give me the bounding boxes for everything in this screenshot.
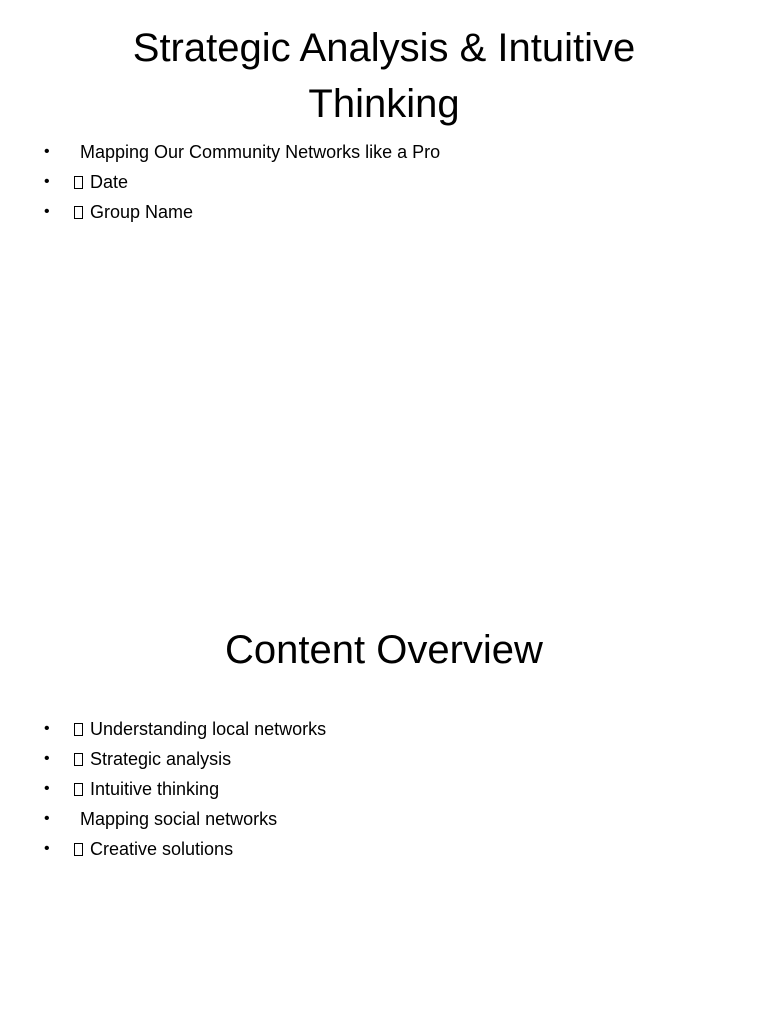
missing-glyph-icon (74, 176, 83, 189)
bullet-point: • (44, 173, 50, 190)
bullet-point: • (44, 143, 50, 160)
list-item-text: Mapping Our Community Networks like a Pro (80, 142, 441, 162)
slide-title: Strategic Analysis & Intuitive Thinking (132, 26, 636, 126)
bullet-point: • (44, 780, 50, 797)
list-item-text: Intuitive thinking (90, 779, 220, 799)
list-item-text: Understanding local networks (90, 719, 327, 739)
slide-content-overview (0, 512, 768, 1024)
missing-glyph-icon (74, 753, 83, 766)
list-item-text: Mapping social networks (80, 809, 278, 829)
list-item-text: Group Name (90, 202, 194, 222)
list-item-text: Date (90, 172, 129, 192)
bullet-point: • (44, 840, 50, 857)
missing-glyph-icon (74, 843, 83, 856)
list-item-text: Creative solutions (90, 839, 234, 859)
bullet-point: • (44, 750, 50, 767)
bullet-point: • (44, 720, 50, 737)
bullet-point: • (44, 203, 50, 220)
list-item-text: Strategic analysis (90, 749, 232, 769)
missing-glyph-icon (74, 783, 83, 796)
slide-title: Content Overview (225, 628, 543, 672)
bullet-point: • (44, 810, 50, 827)
missing-glyph-icon (74, 206, 83, 219)
missing-glyph-icon (74, 723, 83, 736)
